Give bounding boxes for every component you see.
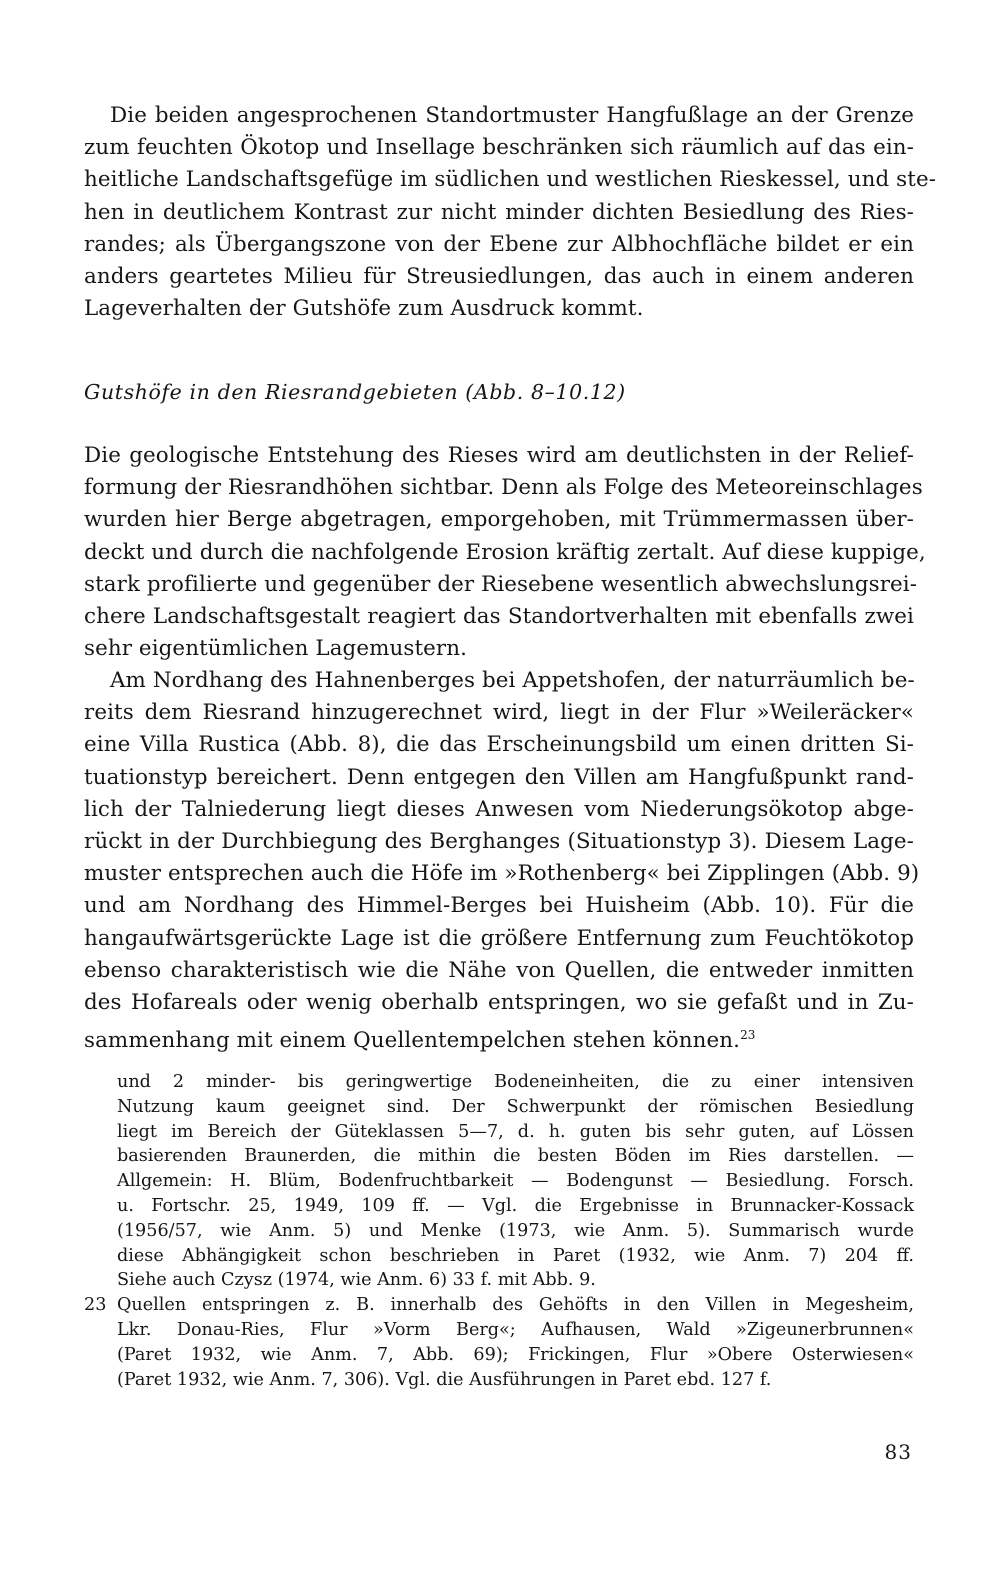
paragraph-3-line: muster entsprechen auch die Höfe im »Rothenberg« bei Zipplingen (Abb. 9) xyxy=(84,861,920,887)
paragraph-3-line: tuationstyp bereichert. Denn entgegen den Villen am Hangfußpunkt rand- xyxy=(84,764,914,790)
paragraph-3-line: reits dem Riesrand hinzugerechnet wird, liegt in der Flur »Weileräcker« xyxy=(84,700,914,726)
footnote-continued xyxy=(84,1070,914,1293)
paragraph-3-line: sammenhang mit einem Quellentempelchen stehen können. xyxy=(84,1028,741,1054)
paragraph-3-line: Am Nordhang des Hahnenberges bei Appetshofen, der naturräumlich be- xyxy=(110,668,915,693)
footnote-line: Siehe auch Czysz (1974, wie Anm. 6) 33 f. mit Abb. 9. xyxy=(117,1270,596,1291)
footnote-23 xyxy=(84,1293,914,1392)
footnote-line: Nutzung kaum geeignet sind. Der Schwerpunkt der römischen Besiedlung xyxy=(117,1096,914,1117)
paragraph-2-line: Die geologische Entstehung des Rieses wird am deutlichsten in der Relief- xyxy=(84,443,914,468)
paragraph-2-line: chere Landschaftsgestalt reagiert das Standortverhalten mit ebenfalls zwei xyxy=(84,603,914,629)
footnote-line: (Paret 1932, wie Anm. 7, Abb. 69); Frickingen, Flur »Obere Osterwiesen« xyxy=(117,1344,914,1365)
footnote-line: Allgemein: H. Blüm, Bodenfruchtbarkeit — Bodengunst — Besiedlung. Forsch. xyxy=(117,1171,914,1192)
paragraph-3-line: des Hofareals oder wenig oberhalb entspringen, wo sie gefaßt und in Zu- xyxy=(84,989,914,1015)
footnotes xyxy=(84,1070,914,1392)
paragraph-1-line: anders geartetes Milieu für Streusiedlungen, das auch in einem anderen xyxy=(84,263,914,289)
paragraph-2-line: formung der Riesrandhöhen sichtbar. Denn als Folge des Meteoreinschlages xyxy=(84,475,923,501)
footnote-line: diese Abhängigkeit schon beschrieben in Paret (1932, wie Anm. 7) 204 ff. xyxy=(117,1245,914,1266)
paragraph-2-line: deckt und durch die nachfolgende Erosion kräftig zertalt. Auf diese kuppige, xyxy=(84,539,926,565)
footnote-line: liegt im Bereich der Güteklassen 5—7, d. h. guten bis sehr guten, auf Lössen xyxy=(117,1121,914,1142)
paragraph-3-line: ebenso charakteristisch wie die Nähe von Quellen, die entweder inmitten xyxy=(84,957,914,983)
paragraph-2-line: wurden hier Berge abgetragen, emporgehoben, mit Trümmermassen über- xyxy=(84,507,914,533)
footnote-line: (Paret 1932, wie Anm. 7, 306). Vgl. die Ausführungen in Paret ebd. 127 f. xyxy=(117,1369,772,1390)
footnote-number: 23 xyxy=(84,1295,107,1316)
paragraph-3-line: lich der Talniederung liegt dieses Anwesen vom Niederungsökotop abge- xyxy=(84,796,914,822)
footnote-line: Lkr. Donau-Ries, Flur »Vorm Berg«; Aufhausen, Wald »Zigeunerbrunnen« xyxy=(117,1319,914,1340)
paragraph-2 xyxy=(84,440,926,665)
paragraph-2-line: sehr eigentümlichen Lagemustern. xyxy=(84,636,467,662)
paragraph-3-line: hangaufwärtsgerückte Lage ist die größere Entfernung zum Feuchtökotop xyxy=(84,925,914,951)
footnote-reference: 23 xyxy=(740,1028,756,1043)
page-number: 83 xyxy=(884,1440,912,1464)
paragraph-1-line: zum feuchten Ökotop und Insellage beschränken sich räumlich auf das ein- xyxy=(84,135,914,161)
paragraph-1-line: Die beiden angesprochenen Standortmuster Hangfußlage an der Grenze xyxy=(110,103,914,128)
paragraph-3-last-line xyxy=(84,1019,914,1054)
paragraph-3-line: eine Villa Rustica (Abb. 8), die das Erscheinungsbild um einen dritten Si- xyxy=(84,732,914,758)
paragraph-1-line: Lageverhalten der Gutshöfe zum Ausdruck kommt. xyxy=(84,296,644,322)
footnote-line: (1956/57, wie Anm. 5) und Menke (1973, wie Anm. 5). Summarisch wurde xyxy=(117,1220,914,1241)
footnote-line: Quellen entspringen z. B. innerhalb des Gehöfts in den Villen in Megesheim, xyxy=(117,1295,914,1316)
footnote-line: basierenden Braunerden, die mithin die besten Böden im Ries darstellen. — xyxy=(117,1146,914,1167)
paragraph-1-line: heitliche Landschaftsgefüge im südlichen und westlichen Rieskessel, und ste- xyxy=(84,167,937,193)
paragraph-2-line: stark profilierte und gegenüber der Riesebene wesentlich abwechslungsrei- xyxy=(84,571,918,597)
paragraph-1-line: randes; als Übergangszone von der Ebene zur Albhochfläche bildet er ein xyxy=(84,231,914,257)
paragraph-3-line: und am Nordhang des Himmel-Berges bei Huisheim (Abb. 10). Für die xyxy=(84,893,914,919)
paragraph-1-line: hen in deutlichem Kontrast zur nicht minder dichten Besiedlung des Ries- xyxy=(84,199,914,225)
paragraph-1 xyxy=(84,100,937,325)
footnote-line: und 2 minder- bis geringwertige Bodeneinheiten, die zu einer intensiven xyxy=(117,1072,914,1092)
paragraph-3-line: rückt in der Durchbiegung des Berghanges (Situationstyp 3). Diesem Lage- xyxy=(84,828,914,854)
footnote-line: u. Fortschr. 25, 1949, 109 ff. — Vgl. die Ergebnisse in Brunnacker-Kossack xyxy=(117,1195,914,1216)
section-heading: Gutshöfe in den Riesrandgebieten (Abb. 8–10.12) xyxy=(84,380,626,404)
paragraph-3 xyxy=(84,665,920,1054)
